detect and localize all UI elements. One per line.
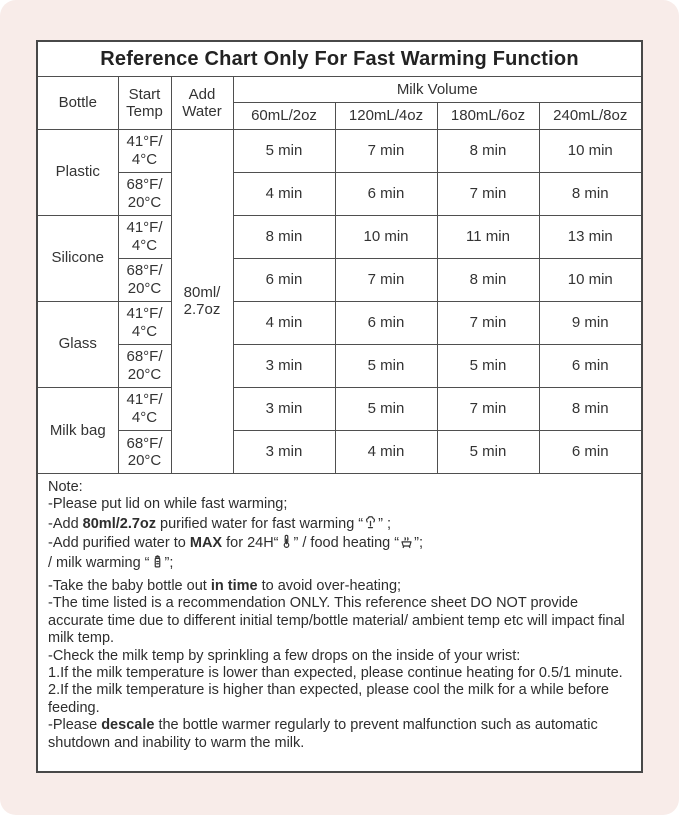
time-cell: 6 min (539, 430, 641, 473)
header-volume-60ml: 60mL/2oz (233, 102, 335, 129)
temp-f: 68°F/ (126, 348, 163, 366)
time-cell: 6 min (335, 301, 437, 344)
time-cell: 5 min (437, 430, 539, 473)
temp-c: 20°C (127, 365, 162, 383)
time-cell: 6 min (335, 172, 437, 215)
note-text: for 24H“ (222, 535, 279, 552)
temp-cell (118, 344, 171, 387)
add-water-amount-oz: 2.7oz (183, 301, 221, 319)
temp-cell (118, 301, 171, 344)
reference-chart-card (36, 40, 643, 773)
temp-f: 68°F/ (126, 434, 163, 452)
add-water-amount-ml: 80ml/ (183, 284, 221, 301)
time-cell: 8 min (437, 258, 539, 301)
note-add-max-water (48, 533, 631, 552)
temp-cell (118, 258, 171, 301)
note-text: -Add purified water to (48, 535, 190, 552)
note-text: ”; (164, 554, 174, 571)
chart-title: Reference Chart Only For Fast Warming Function (38, 42, 641, 77)
steam-fast-warming-icon (363, 514, 378, 531)
temp-c: 20°C (127, 279, 162, 297)
time-cell: 10 min (539, 258, 641, 301)
bottle-cell-glass: Glass (38, 301, 118, 387)
bottle-cell-plastic: Plastic (38, 129, 118, 215)
header-milk-volume: Milk Volume (233, 77, 641, 102)
note-text: -Add (48, 515, 83, 532)
note-heading: Note: (48, 479, 83, 495)
note-text: purified water for fast warming “ (156, 515, 364, 532)
time-cell: 10 min (335, 215, 437, 258)
header-volume-240ml: 240mL/8oz (539, 102, 641, 129)
add-water-cell (171, 129, 233, 473)
time-cell: 3 min (233, 387, 335, 430)
time-cell: 8 min (539, 387, 641, 430)
header-volume-180ml: 180mL/6oz (437, 102, 539, 129)
bottle-cell-milk-bag: Milk bag (38, 387, 118, 473)
time-cell: 7 min (335, 258, 437, 301)
time-cell: 11 min (437, 215, 539, 258)
temp-cell (118, 215, 171, 258)
temp-cell (118, 172, 171, 215)
time-cell: 8 min (437, 129, 539, 172)
header-bottle: Bottle (38, 77, 118, 129)
note-text: the bottle warmer regularly to prevent malfunction such as automatic shutdown and inability to warm the milk. (48, 717, 598, 751)
header-start-temp: Start Temp (118, 77, 171, 129)
temp-cell (118, 430, 171, 473)
note-text: -Take the baby bottle out (48, 578, 211, 595)
header-volume-120ml: 120mL/4oz (335, 102, 437, 129)
time-cell: 7 min (335, 129, 437, 172)
temp-c: 4°C (131, 150, 158, 168)
time-cell: 7 min (437, 301, 539, 344)
note-text: ”; (414, 535, 423, 552)
time-cell: 9 min (539, 301, 641, 344)
time-cell: 4 min (335, 430, 437, 473)
time-cell: 8 min (233, 215, 335, 258)
temp-f: 41°F/ (126, 133, 163, 151)
time-cell: 7 min (437, 387, 539, 430)
note-check-temp: -Check the milk temp by sprinkling a few drops on the inside of your wrist: (48, 647, 521, 664)
note-bold-text: in time (210, 578, 258, 595)
time-cell: 4 min (233, 301, 335, 344)
temp-cell (118, 129, 171, 172)
thermometer-icon (279, 533, 294, 550)
time-cell: 5 min (335, 344, 437, 387)
temp-f: 68°F/ (126, 262, 163, 280)
note-higher-temp: 2.If the milk temperature is higher than expected, please cool the milk for a while before feeding. (48, 682, 609, 716)
time-cell: 13 min (539, 215, 641, 258)
note-lower-temp: 1.If the milk temperature is lower than expected, please continue heating for 0.5/1 minute. (48, 665, 623, 682)
time-cell: 8 min (539, 172, 641, 215)
header-add-water: Add Water (171, 77, 233, 129)
warming-time-table (38, 77, 641, 473)
time-cell: 6 min (539, 344, 641, 387)
milk-bottle-warming-icon (150, 553, 165, 570)
note-lid: -Please put lid on while fast warming; (48, 496, 288, 513)
time-cell: 3 min (233, 430, 335, 473)
note-bold-text: MAX (189, 535, 223, 552)
temp-f: 41°F/ (126, 305, 163, 323)
time-cell: 3 min (233, 344, 335, 387)
time-cell: 10 min (539, 129, 641, 172)
time-cell: 5 min (233, 129, 335, 172)
bottle-cell-silicone: Silicone (38, 215, 118, 301)
notes-section (38, 473, 641, 771)
temp-f: 41°F/ (126, 219, 163, 237)
note-text: to avoid over-heating; (257, 578, 402, 595)
note-text: / milk warming “ (48, 554, 150, 571)
time-cell: 6 min (233, 258, 335, 301)
temp-c: 4°C (131, 408, 158, 426)
time-cell: 4 min (233, 172, 335, 215)
note-descale (48, 717, 631, 752)
temp-c: 4°C (131, 322, 158, 340)
note-add-fast-warming (48, 514, 631, 533)
temp-c: 20°C (127, 451, 162, 469)
temp-c: 4°C (131, 236, 158, 254)
note-milk-warming (48, 553, 631, 572)
temp-c: 20°C (127, 193, 162, 211)
note-text: -Please (48, 717, 102, 734)
time-cell: 5 min (437, 344, 539, 387)
temp-f: 41°F/ (126, 391, 163, 409)
note-text: ” ; (378, 515, 392, 532)
note-bold-text: 80ml/2.7oz (82, 515, 157, 532)
note-recommendation: -The time listed is a recommendation ONLY. This reference sheet DO NOT provide accurate time due to different initial temp/bottle material/ ambient temp etc will impact final milk temp. (48, 595, 625, 647)
time-cell: 5 min (335, 387, 437, 430)
time-cell: 7 min (437, 172, 539, 215)
note-bold-text: descale (101, 717, 155, 734)
note-text: ” / food heating “ (293, 535, 400, 552)
temp-cell (118, 387, 171, 430)
temp-f: 68°F/ (126, 176, 163, 194)
food-heating-steamer-icon (399, 533, 414, 550)
note-take-out (48, 578, 631, 595)
